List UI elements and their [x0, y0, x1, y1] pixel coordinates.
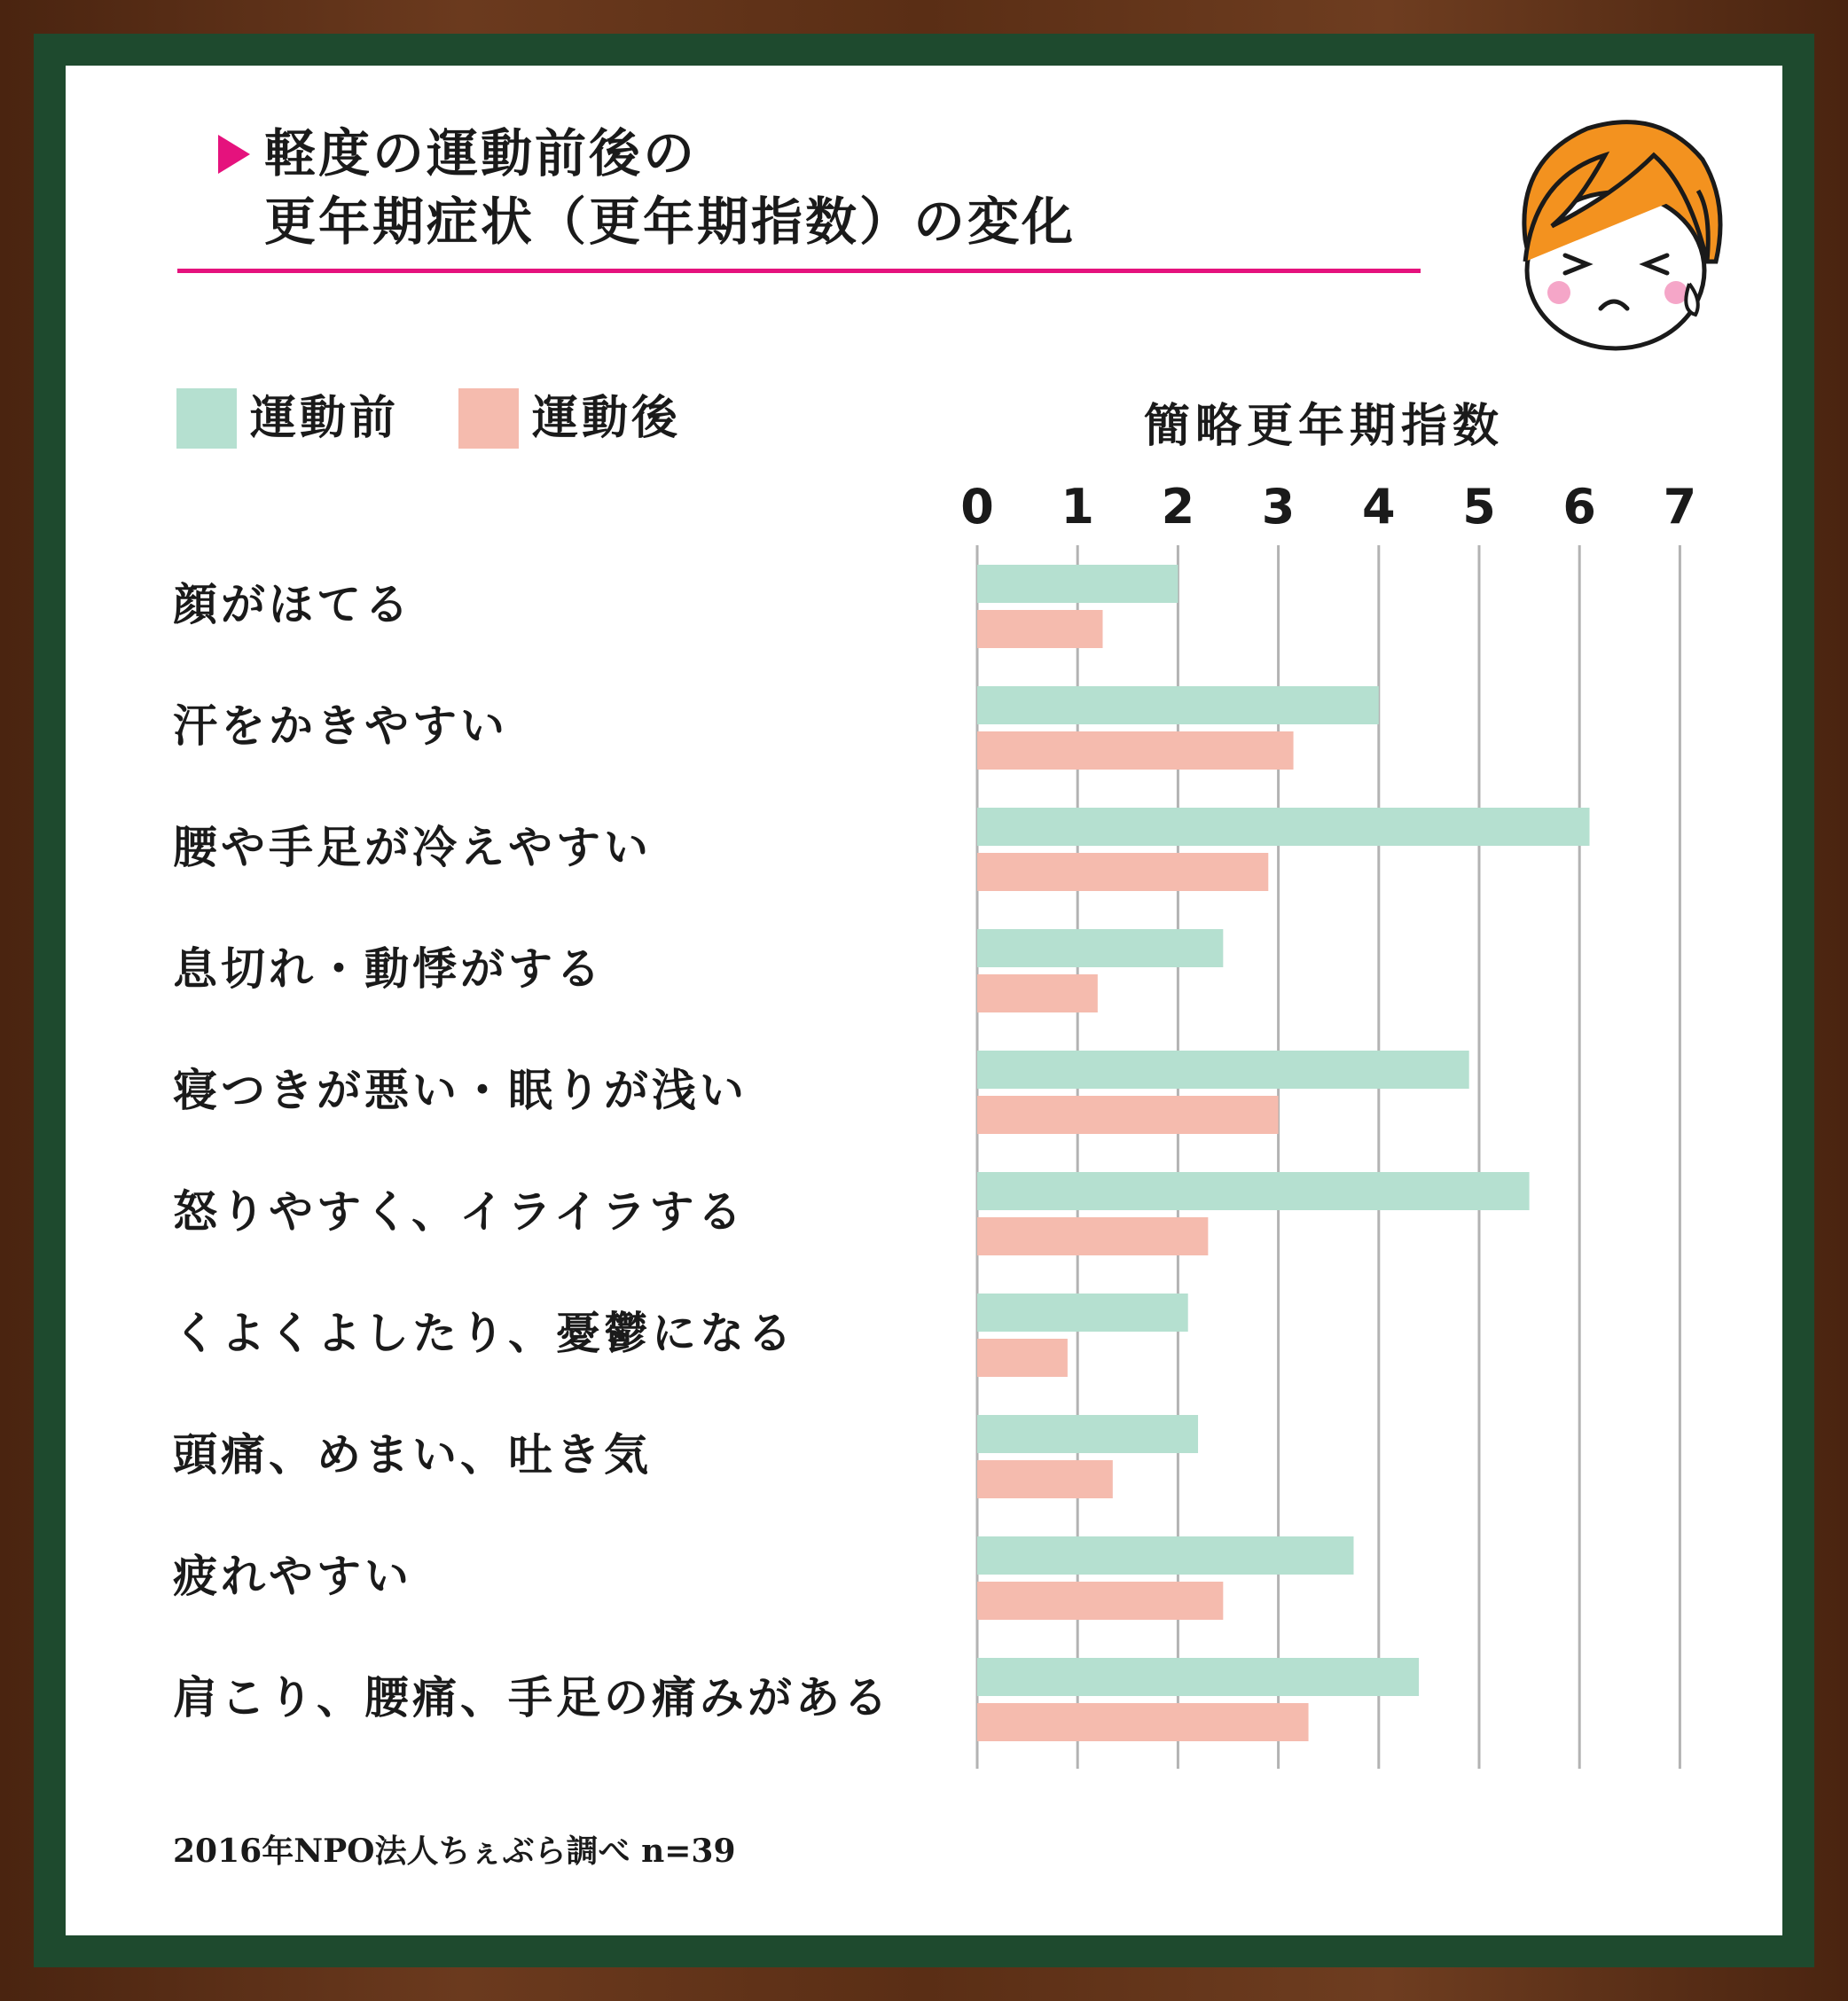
bar-before: [977, 1536, 1354, 1575]
chart-title-line-2: 更年期症状（更年期指数）の変化: [264, 192, 1077, 252]
category-label: 疲れやすい: [173, 1551, 412, 1602]
bar-before: [977, 1658, 1419, 1696]
category-label: 汗をかきやすい: [173, 700, 508, 752]
bar-after: [977, 974, 1098, 1012]
bar-after: [977, 1582, 1223, 1620]
x-tick-label: 4: [1362, 479, 1396, 535]
bar-before: [977, 1294, 1188, 1332]
x-tick-label: 3: [1261, 479, 1296, 535]
legend-label-after: 運動後: [532, 392, 682, 445]
bar-after: [977, 1096, 1279, 1134]
category-label: 怒りやすく、イライラする: [173, 1186, 746, 1238]
x-tick-label: 2: [1161, 479, 1195, 535]
bar-before: [977, 565, 1178, 603]
bar-before: [977, 808, 1590, 846]
x-tick-label: 6: [1562, 479, 1596, 535]
bar-before: [977, 1051, 1469, 1089]
category-label: 寝つきが悪い・眠りが浅い: [173, 1065, 748, 1116]
x-tick-label: 7: [1663, 479, 1697, 535]
category-label: 肩こり、腰痛、手足の痛みがある: [173, 1672, 891, 1724]
category-label: 腰や手足が冷えやすい: [173, 822, 652, 873]
bar-before: [977, 929, 1223, 967]
source-note: 2016年NPO法人ちぇぶら調べ n=39: [173, 1833, 736, 1870]
x-tick-label: 1: [1061, 479, 1094, 535]
category-label: 顔がほてる: [173, 579, 412, 630]
x-axis-title: 簡略更年期指数: [1144, 400, 1505, 453]
bar-before: [977, 1172, 1530, 1210]
category-label: 頭痛、めまい、吐き気: [173, 1429, 652, 1481]
chart-title-line-1: 軽度の運動前後の: [264, 123, 698, 184]
bar-after: [977, 1703, 1309, 1741]
category-label: 息切れ・動悸がする: [173, 943, 604, 995]
legend-label-before: 運動前: [250, 392, 400, 445]
bar-after: [977, 1339, 1068, 1377]
bar-after: [977, 1217, 1208, 1255]
category-label: くよくよしたり、憂鬱になる: [173, 1308, 795, 1359]
x-tick-label: 5: [1462, 479, 1496, 535]
bar-after: [977, 610, 1103, 648]
bar-before: [977, 1415, 1198, 1453]
bar-after: [977, 853, 1268, 891]
bar-after: [977, 1460, 1113, 1498]
x-tick-label: 0: [960, 479, 994, 535]
bar-after: [977, 731, 1294, 770]
bar-before: [977, 686, 1379, 724]
